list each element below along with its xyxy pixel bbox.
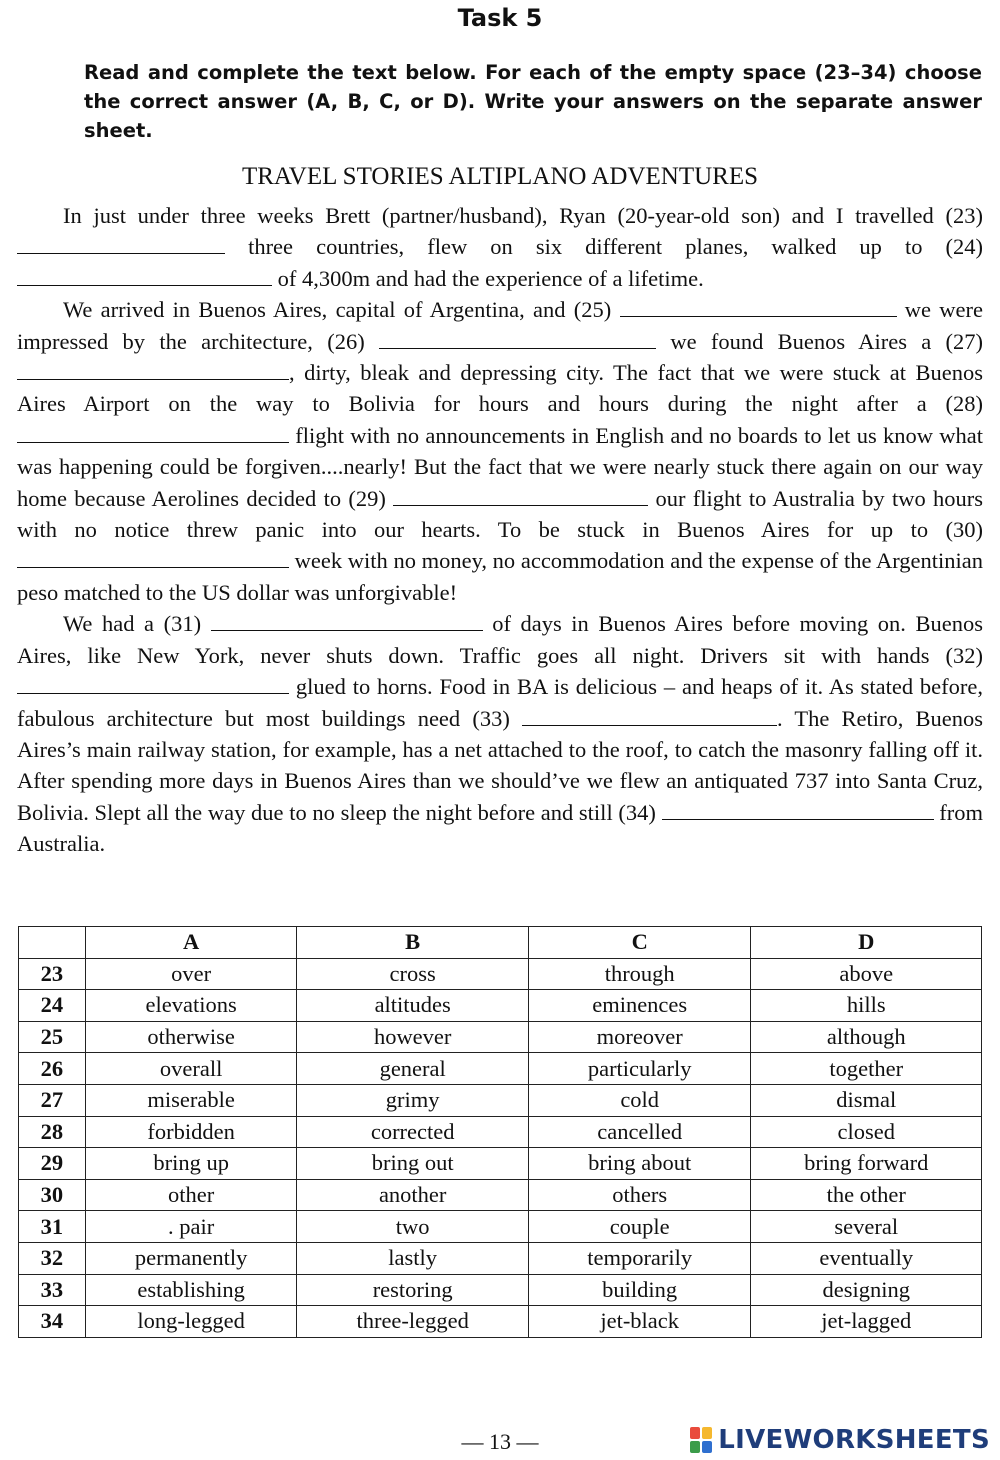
table-row (19, 1242, 982, 1274)
answer-option-d: above (751, 958, 982, 990)
header-cell: D (751, 927, 982, 959)
answer-option-c: jet-black (528, 1306, 751, 1338)
blank-31[interactable] (211, 609, 483, 631)
question-number: 25 (19, 1021, 86, 1053)
answer-option-b: bring out (297, 1148, 528, 1180)
answer-option-d: designing (751, 1274, 982, 1306)
blank-25[interactable] (620, 295, 897, 317)
answer-option-b: however (297, 1021, 528, 1053)
table-row (19, 1116, 982, 1148)
story-text-segment: In just under three weeks Brett (partner/husband), Ryan (20-year-old son) and I travelled (23) (63, 203, 983, 228)
question-number: 26 (19, 1053, 86, 1085)
logo-square (702, 1441, 712, 1453)
header-cell (19, 927, 86, 959)
blank-23[interactable] (17, 232, 225, 254)
question-number: 27 (19, 1084, 86, 1116)
answer-option-b: three-legged (297, 1306, 528, 1338)
answer-option-d: although (751, 1021, 982, 1053)
answer-option-c: bring about (528, 1148, 751, 1180)
story-paragraph-3 (17, 608, 983, 859)
blank-33[interactable] (522, 703, 777, 725)
answer-option-a: bring up (85, 1148, 297, 1180)
logo-square (702, 1427, 712, 1439)
answer-option-c: cold (528, 1084, 751, 1116)
answer-option-d: bring forward (751, 1148, 982, 1180)
answer-option-b: cross (297, 958, 528, 990)
answer-option-b: another (297, 1179, 528, 1211)
story-text-segment: from Australia. (17, 799, 983, 857)
story-text-segment: We arrived in Buenos Aires, capital of Argentina, and (25) (63, 297, 612, 323)
table-row (19, 1021, 982, 1053)
answer-option-c: through (528, 958, 751, 990)
logo-square (690, 1427, 700, 1439)
story-text-segment: of 4,300m and had the experience of a lifetime. (277, 265, 704, 291)
question-number: 33 (19, 1274, 86, 1306)
table-row (19, 1274, 982, 1306)
answer-option-d: eventually (751, 1242, 982, 1274)
table-row (19, 958, 982, 990)
story-paragraph-2 (17, 294, 983, 608)
answer-option-d: dismal (751, 1084, 982, 1116)
question-number: 31 (19, 1211, 86, 1243)
table-row (19, 1179, 982, 1211)
answer-option-c: temporarily (528, 1242, 751, 1274)
answer-option-d: hills (751, 990, 982, 1022)
table-row (19, 1306, 982, 1338)
instructions: Read and complete the text below. For each of the empty space (23–34) choose the correct answer (A, B, C, or D). Write your answers on the separate answer sheet. (84, 61, 982, 142)
answer-option-a: overall (85, 1053, 297, 1085)
page-number: — 13 — (461, 1429, 539, 1454)
task-title: Task 5 (457, 4, 543, 32)
story-text-segment: glued to horns. Food in BA is delicious – and heaps of it. As stated before, fabulous architecture but most buildings need (33) (17, 674, 984, 731)
question-number: 32 (19, 1242, 86, 1274)
answer-option-b: corrected (297, 1116, 528, 1148)
story-text-segment: We had a (31) (63, 611, 202, 637)
answer-option-a: otherwise (85, 1021, 297, 1053)
blank-24[interactable] (17, 263, 272, 285)
answer-option-b: general (297, 1053, 528, 1085)
answer-option-a: forbidden (85, 1116, 297, 1148)
header-cell: A (85, 927, 297, 959)
liveworksheets-wordmark: LIVEWORKSHEETS (718, 1425, 990, 1455)
answer-option-c: particularly (528, 1053, 751, 1085)
story-text-segment: week with no money, no accommodation and the expense of the Argentinian peso matched to the US dollar was unforgivable! (17, 548, 984, 605)
question-number: 30 (19, 1179, 86, 1211)
answer-option-a: . pair (85, 1211, 297, 1243)
table-row (19, 1211, 982, 1243)
answer-option-d: several (751, 1211, 982, 1243)
table-header-row (19, 927, 982, 959)
answer-option-c: building (528, 1274, 751, 1306)
answer-option-d: together (751, 1053, 982, 1085)
story-text (17, 200, 983, 860)
answer-options-table (18, 926, 982, 1338)
story-text-segment: three countries, flew on six different planes, walked up to (24) (248, 234, 984, 260)
answer-option-b: restoring (297, 1274, 528, 1306)
question-number: 24 (19, 990, 86, 1022)
question-number: 23 (19, 958, 86, 990)
answer-option-b: two (297, 1211, 528, 1243)
blank-30[interactable] (17, 546, 289, 568)
question-number: 28 (19, 1116, 86, 1148)
table-row (19, 1148, 982, 1180)
header-cell: B (297, 927, 528, 959)
answer-option-d: closed (751, 1116, 982, 1148)
answer-option-a: long-legged (85, 1306, 297, 1338)
logo-square (690, 1441, 700, 1453)
blank-27[interactable] (17, 358, 289, 380)
answer-option-a: other (85, 1179, 297, 1211)
blank-28[interactable] (17, 420, 289, 442)
answer-option-c: eminences (528, 990, 751, 1022)
liveworksheets-logo (690, 1425, 990, 1455)
answer-option-d: jet-lagged (751, 1306, 982, 1338)
blank-34[interactable] (662, 797, 934, 819)
story-title: TRAVEL STORIES ALTIPLANO ADVENTURES (241, 163, 758, 190)
liveworksheets-icon (690, 1427, 712, 1453)
question-number: 34 (19, 1306, 86, 1338)
answer-option-b: grimy (297, 1084, 528, 1116)
story-text-segment: . The Retiro, Buenos Aires’s main railway station, for example, has a net attached to the roof, to catch the masonry falling off it. After spending more days in Buenos Aires than we should’ve we flew an antiquated 737 into Santa Cruz, Bolivia. Slept all the way due to no sleep the night before and still (34) (17, 705, 983, 825)
question-number: 29 (19, 1148, 86, 1180)
story-text-segment: , dirty, bleak and depressing city. The fact that we were stuck at Buenos Aires Airport on the way to Bolivia for hours and hours during the night after a (28) (17, 360, 983, 417)
blank-32[interactable] (17, 672, 289, 694)
answer-option-a: miserable (85, 1084, 297, 1116)
answer-option-c: cancelled (528, 1116, 751, 1148)
table-row (19, 1053, 982, 1085)
blank-26[interactable] (379, 326, 656, 348)
story-text-segment: of days in Buenos Aires before moving on. Buenos Aires, like New York, never shuts down. Traffic goes all night. Drivers sit with hands (32) (17, 611, 983, 668)
answer-option-a: establishing (85, 1274, 297, 1306)
answer-option-a: permanently (85, 1242, 297, 1274)
answer-option-b: lastly (297, 1242, 528, 1274)
story-text-segment: our flight to Australia by two hours with no notice threw panic into our hearts. To be stuck in Buenos Aires for up to (30) (17, 485, 984, 543)
answer-option-c: couple (528, 1211, 751, 1243)
table-row (19, 990, 982, 1022)
answer-option-c: others (528, 1179, 751, 1211)
blank-29[interactable] (393, 483, 648, 505)
answer-option-d: the other (751, 1179, 982, 1211)
story-text-segment: flight with no announcements in English and no boards to let us know what was happening could be forgiven....nearly! But the fact that we were nearly stuck there again on our way home because Aerolines decided to (29) (17, 422, 983, 511)
story-text-segment: we found Buenos Aires a (27) (670, 328, 984, 354)
story-paragraph-1 (17, 200, 983, 294)
story-text-segment: we were impressed by the architecture, (26) (17, 297, 984, 354)
answer-option-a: elevations (85, 990, 297, 1022)
header-cell: C (528, 927, 751, 959)
answer-option-c: moreover (528, 1021, 751, 1053)
table-row (19, 1084, 982, 1116)
answer-option-a: over (85, 958, 297, 990)
answer-option-b: altitudes (297, 990, 528, 1022)
